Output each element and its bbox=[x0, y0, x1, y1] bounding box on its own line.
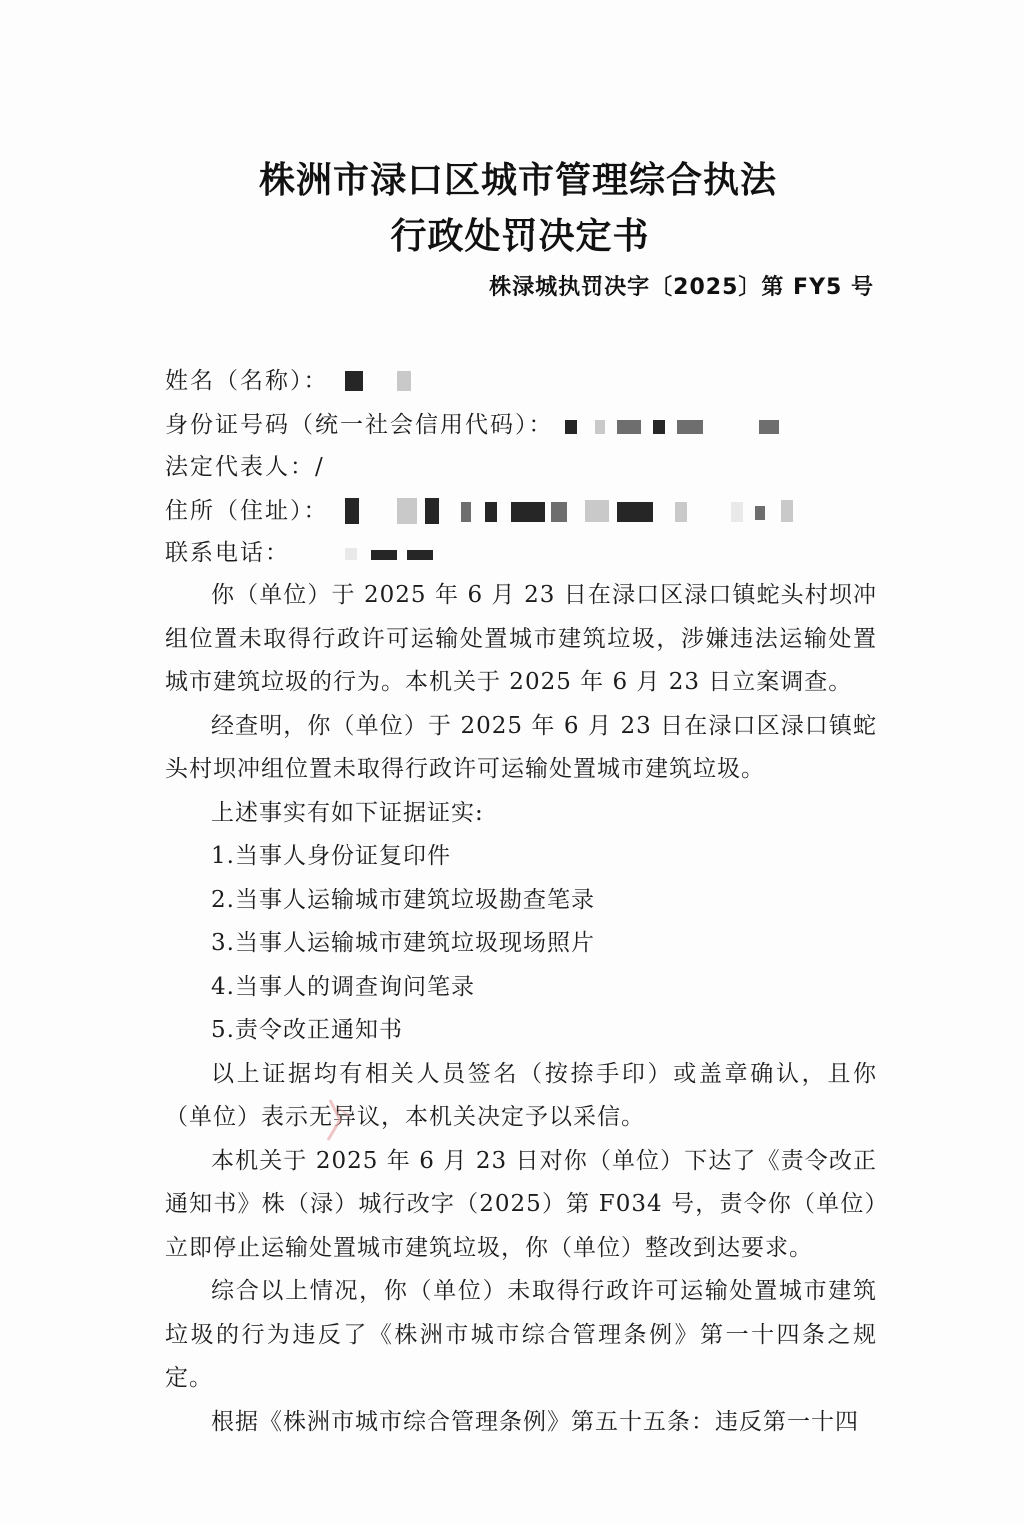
document-title-line2: 行政处罚决定书 bbox=[390, 216, 650, 257]
legal-representative-field bbox=[165, 452, 325, 482]
evidence-item: 1.当事人身份证复印件 bbox=[211, 843, 451, 869]
paragraph-rectification-notice: 本机关于 2025 年 6 月 23 日对你（单位）下达了《责令改正通知书》株（渌）城行改字（2025）第 F034 号，责令你（单位）立即停止运输处置城市建筑垃圾，你（单位）整改到达要求。 bbox=[165, 1147, 877, 1261]
document-body bbox=[165, 574, 877, 1444]
redacted-name-block bbox=[397, 371, 411, 391]
redacted-address-block bbox=[551, 502, 567, 522]
redacted-address-block bbox=[781, 500, 793, 522]
phone-field bbox=[165, 538, 290, 568]
redacted-address-block bbox=[461, 502, 471, 522]
redacted-id-block bbox=[677, 420, 703, 434]
redacted-address-block bbox=[345, 498, 359, 524]
redacted-id-block bbox=[653, 420, 665, 434]
redacted-address-block bbox=[511, 502, 545, 522]
phone-label: 联系电话： bbox=[165, 540, 290, 566]
legal-representative-label: 法定代表人： bbox=[165, 454, 315, 480]
paragraph-evidence-intro: 上述事实有如下证据证实: bbox=[211, 799, 484, 826]
redacted-address-block bbox=[585, 500, 609, 522]
document-title-line1: 株洲市渌口区城市管理综合执法 bbox=[258, 160, 777, 201]
redacted-id-block bbox=[565, 420, 577, 434]
legal-representative-value: / bbox=[315, 454, 325, 480]
paragraph-legal-basis: 根据《株洲市城市综合管理条例》第五十五条：违反第一十四 bbox=[211, 1408, 859, 1435]
redacted-id-block bbox=[759, 420, 779, 434]
document-number: 株渌城执罚决字〔2025〕第 FY5 号 bbox=[489, 275, 874, 300]
redacted-id-block bbox=[617, 420, 641, 434]
address-label: 住所（住址）： bbox=[165, 498, 329, 524]
redacted-address-block bbox=[425, 498, 439, 524]
redacted-phone-block bbox=[345, 548, 357, 560]
redacted-id-block bbox=[595, 420, 605, 434]
stamp-mark bbox=[300, 1090, 370, 1150]
redacted-phone-block bbox=[371, 550, 397, 560]
redacted-address-block bbox=[755, 506, 765, 520]
id-number-field bbox=[165, 410, 554, 440]
redacted-address-block bbox=[397, 498, 417, 524]
paragraph-violation-summary: 综合以上情况，你（单位）未取得行政许可运输处置城市建筑垃圾的行为违反了《株洲市城市综合管理条例》第一十四条之规定。 bbox=[165, 1278, 877, 1391]
evidence-item: 4.当事人的调查询问笔录 bbox=[211, 973, 475, 1000]
paragraph-evidence-accepted: 以上证据均有相关人员签名（按捺手印）或盖章确认，且你（单位）表示无异议，本机关决定予以采信。 bbox=[165, 1060, 877, 1130]
redacted-address-block bbox=[675, 502, 687, 522]
address-field bbox=[165, 496, 329, 526]
paragraph-findings: 经查明，你（单位）于 2025 年 6 月 23 日在渌口区渌口镇蛇头村坝冲组位置未取得行政许可运输处置城市建筑垃圾。 bbox=[165, 712, 877, 782]
evidence-item: 2.当事人运输城市建筑垃圾勘查笔录 bbox=[211, 886, 595, 913]
evidence-item: 3.当事人运输城市建筑垃圾现场照片 bbox=[211, 930, 595, 956]
redacted-name-block bbox=[345, 371, 363, 391]
redacted-address-block bbox=[617, 502, 653, 522]
id-number-label: 身份证号码（统一社会信用代码）： bbox=[165, 412, 554, 438]
redacted-phone-block bbox=[407, 550, 433, 560]
redacted-address-block bbox=[485, 502, 497, 522]
name-field bbox=[165, 366, 329, 396]
name-label: 姓名（名称）： bbox=[165, 368, 329, 394]
redacted-address-block bbox=[731, 502, 743, 522]
paragraph-incident: 你（单位）于 2025 年 6 月 23 日在渌口区渌口镇蛇头村坝冲组位置未取得行政许可运输处置城市建筑垃圾，涉嫌违法运输处置城市建筑垃圾的行为。本机关于 2025 年 6 月 23 日立案调查。 bbox=[165, 582, 877, 695]
evidence-item: 5.责令改正通知书 bbox=[211, 1017, 403, 1043]
